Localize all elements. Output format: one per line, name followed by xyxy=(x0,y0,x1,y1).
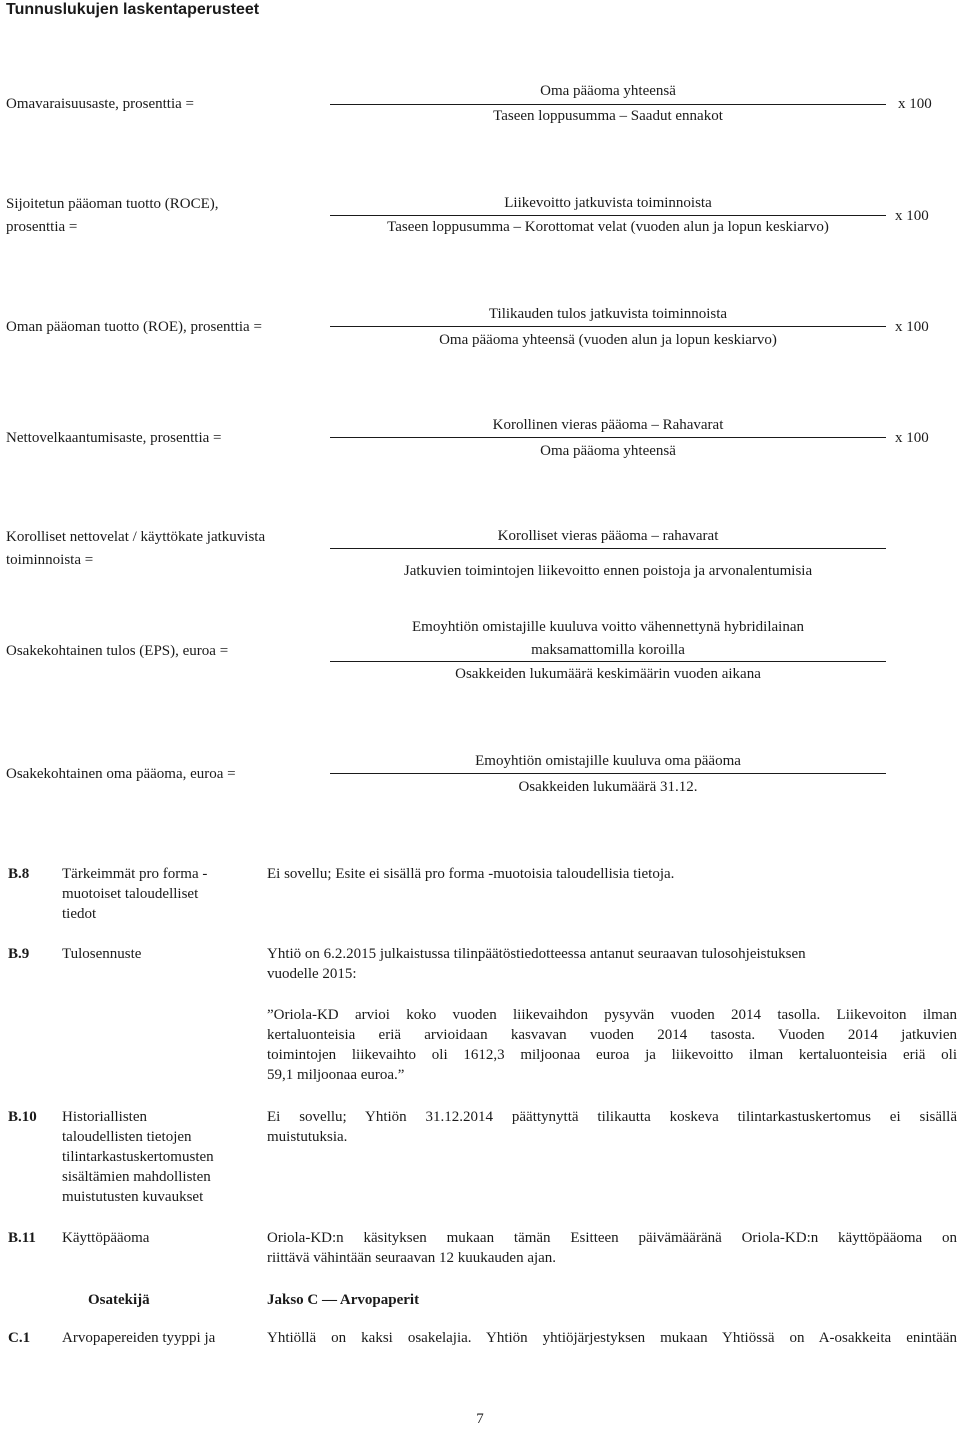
section-code: C.1 xyxy=(8,1330,31,1346)
quote-line3: toimintojen liikevaihto oli 1612,3 miljoonaa euroa ja liikevoitto ilman kertaluonteisia eriä oli xyxy=(267,1047,957,1063)
formula-numerator: Korolliset vieras pääoma – rahavarat xyxy=(497,528,719,544)
section-heading: Tulosennuste xyxy=(62,946,142,962)
section-heading-line3: tiedot xyxy=(62,906,97,922)
quote-line2: kertaluonteisia eriä arvioidaan kasvavan vuoden 2014 tasosta. Vuoden 2014 jatkuvien xyxy=(267,1027,957,1043)
formula-multiplier: x 100 xyxy=(895,208,929,224)
fraction-line xyxy=(330,661,886,662)
fraction-line xyxy=(330,773,886,774)
section-code: B.11 xyxy=(8,1230,36,1246)
page-number: 7 xyxy=(476,1411,484,1427)
formula-label: Omavaraisuusaste, prosenttia = xyxy=(6,96,194,112)
section-code: B.10 xyxy=(8,1109,37,1125)
formula-denominator: Oma pääoma yhteensä (vuoden alun ja lopun keskiarvo) xyxy=(439,332,777,348)
formula-numerator: Korollinen vieras pääoma – Rahavarat xyxy=(492,417,724,433)
formula-multiplier: x 100 xyxy=(895,319,929,335)
formula-numerator: Liikevoitto jatkuvista toiminnoista xyxy=(504,195,712,211)
formula-label: Osakekohtainen oma pääoma, euroa = xyxy=(6,766,236,782)
fraction-line xyxy=(330,215,886,216)
formula-label: Osakekohtainen tulos (EPS), euroa = xyxy=(6,643,229,659)
formula-numerator-line2: maksamattomilla koroilla xyxy=(531,642,685,658)
section-text-line2: muistutuksia. xyxy=(267,1129,348,1145)
page-title: Tunnuslukujen laskentaperusteet xyxy=(6,1,260,18)
section-heading: Arvopapereiden tyyppi ja xyxy=(62,1330,216,1346)
osatekija-heading: Osatekijä xyxy=(88,1292,150,1308)
fraction-line xyxy=(330,548,886,549)
fraction-line xyxy=(330,437,886,438)
formula-denominator: Taseen loppusumma – Saadut ennakot xyxy=(493,108,723,124)
quote-line4: 59,1 miljoonaa euroa.” xyxy=(267,1067,405,1083)
formula-denominator: Taseen loppusumma – Korottomat velat (vuoden alun ja lopun keskiarvo) xyxy=(387,219,829,235)
section-code: B.9 xyxy=(8,946,30,962)
section-heading: Käyttöpääoma xyxy=(62,1230,150,1246)
formula-label-line2: toiminnoista = xyxy=(6,552,94,568)
formula-label-line1: Korolliset nettovelat / käyttökate jatkuvista xyxy=(6,529,266,545)
section-text: Ei sovellu; Esite ei sisällä pro forma -muotoisia taloudellisia tietoja. xyxy=(267,866,675,882)
fraction-line xyxy=(330,104,886,105)
section-heading-line5: muistutusten kuvaukset xyxy=(62,1189,204,1205)
formula-multiplier: x 100 xyxy=(895,430,929,446)
formula-denominator: Jatkuvien toimintojen liikevoitto ennen poistoja ja arvonalentumisia xyxy=(403,563,813,579)
formula-denominator: Oma pääoma yhteensä xyxy=(540,443,676,459)
section-heading-line1: Historiallisten xyxy=(62,1109,147,1125)
jakso-heading: Jakso C — Arvopaperit xyxy=(267,1292,420,1308)
section-text-line1: Yhtiö on 6.2.2015 julkaistussa tilinpäätöstiedotteessa antanut seuraavan tulosohjeistuksen xyxy=(267,946,806,962)
quote-line1: ”Oriola-KD arvioi koko vuoden liikevaihdon pysyvän vuoden 2014 tasolla. Liikevoiton ilman xyxy=(267,1007,957,1023)
formula-multiplier: x 100 xyxy=(898,96,932,112)
formula-label: Nettovelkaantumisaste, prosenttia = xyxy=(6,430,222,446)
section-text-line2: riittävä vähintään seuraavan 12 kuukauden ajan. xyxy=(267,1250,557,1266)
formula-label-line2: prosenttia = xyxy=(6,219,78,235)
section-text-line2: vuodelle 2015: xyxy=(267,966,357,982)
section-heading-line3: tilintarkastuskertomusten xyxy=(62,1149,214,1165)
formula-numerator-line1: Emoyhtiön omistajille kuuluva voitto vähennettynä hybridilainan xyxy=(411,619,804,635)
formula-numerator: Oma pääoma yhteensä xyxy=(540,83,676,99)
formula-label-line1: Sijoitetun pääoman tuotto (ROCE), xyxy=(6,196,219,212)
formula-denominator: Osakkeiden lukumäärä 31.12. xyxy=(518,779,698,795)
section-code: B.8 xyxy=(8,866,30,882)
section-text-line1: Ei sovellu; Yhtiön 31.12.2014 päättynyttä tilikautta koskeva tilintarkastuskertomus ei sisällä xyxy=(267,1109,957,1125)
formula-denominator: Osakkeiden lukumäärä keskimäärin vuoden aikana xyxy=(455,666,761,682)
section-text-line1: Oriola-KD:n käsityksen mukaan tämän Esitteen päivämääränä Oriola-KD:n käyttöpääoma on xyxy=(267,1230,957,1246)
section-heading-line1: Tärkeimmät pro forma - xyxy=(62,866,208,882)
formula-numerator: Tilikauden tulos jatkuvista toiminnoista xyxy=(488,306,728,322)
formula-label: Oman pääoman tuotto (ROE), prosenttia = xyxy=(6,319,262,335)
section-text: Yhtiöllä on kaksi osakelajia. Yhtiön yhtiöjärjestyksen mukaan Yhtiössä on A-osakkeita enintään xyxy=(267,1330,957,1346)
formula-numerator: Emoyhtiön omistajille kuuluva oma pääoma xyxy=(475,753,741,769)
section-heading-line4: sisältämien mahdollisten xyxy=(62,1169,211,1185)
section-heading-line2: taloudellisten tietojen xyxy=(62,1129,192,1145)
section-heading-line2: muotoiset taloudelliset xyxy=(62,886,199,902)
fraction-line xyxy=(330,326,886,327)
